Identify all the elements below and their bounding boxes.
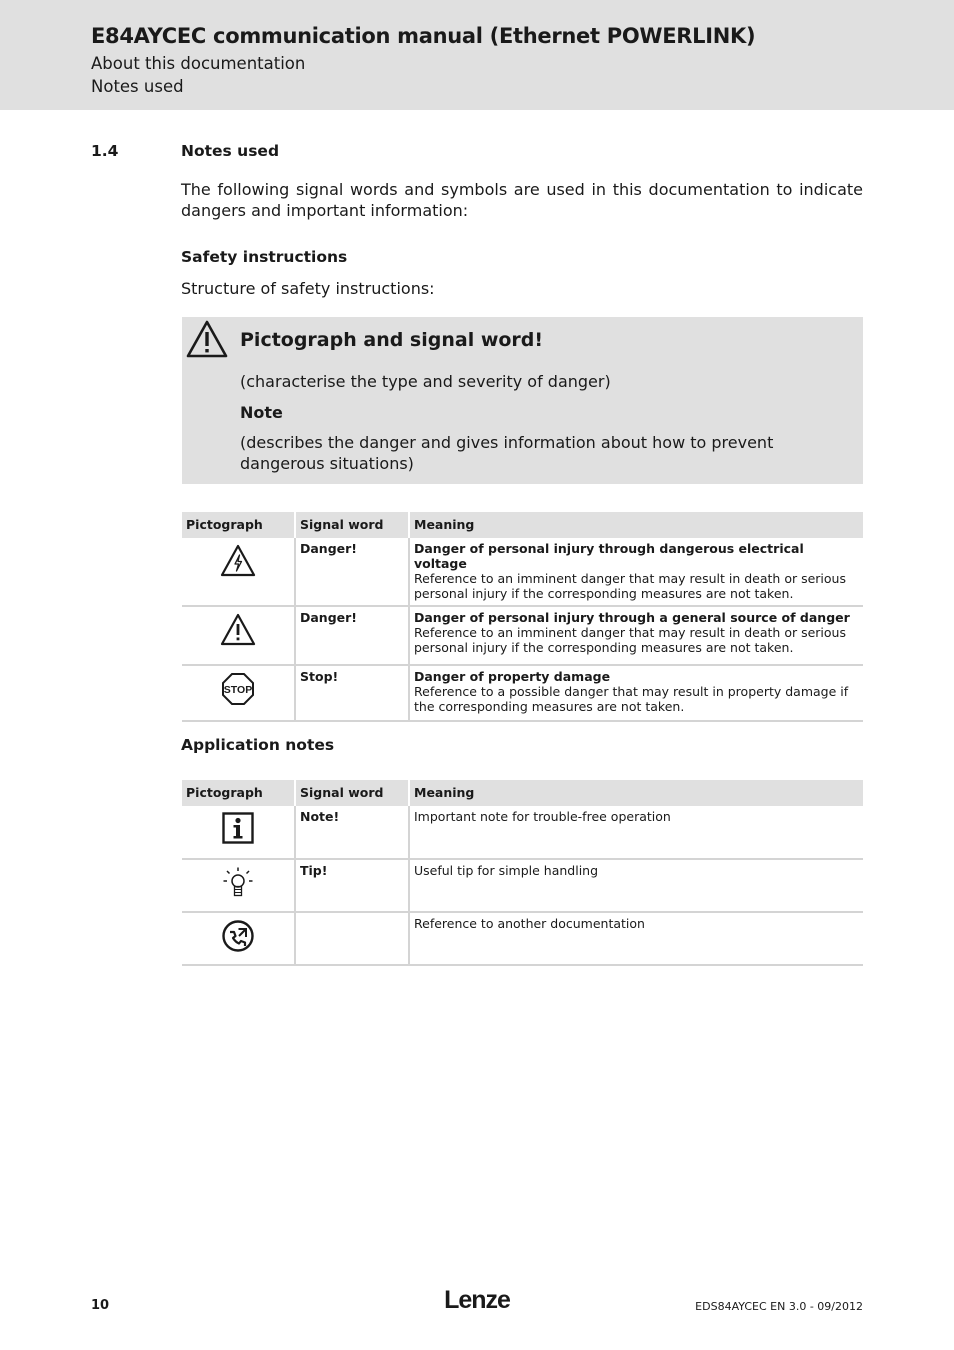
pictograph-cell [182, 859, 295, 912]
document-id: EDS84AYCEC EN 3.0 - 09/2012 [695, 1300, 863, 1313]
signal-word-cell [295, 912, 409, 965]
table-row [182, 806, 863, 859]
meaning-text: Reference to an imminent danger that may result in death or serious personal injury if the corresponding measures are not taken. [414, 625, 846, 655]
table-row [182, 538, 863, 606]
meaning-cell [409, 606, 863, 665]
signal-word: Danger! [300, 541, 358, 556]
info-icon [222, 812, 254, 844]
stop-icon-text: STOP [223, 684, 253, 696]
warning-triangle-icon [186, 320, 228, 358]
electrical-danger-icon [220, 544, 256, 577]
notice-title: Pictograph and signal word! [240, 329, 544, 351]
signal-word-cell [295, 606, 409, 665]
meaning-cell [409, 859, 863, 912]
meaning-cell [409, 806, 863, 859]
logo-text: Lenze [444, 1286, 510, 1314]
reference-icon [221, 919, 255, 953]
signal-word: Stop! [300, 669, 339, 684]
table-header-row [182, 512, 863, 538]
column-header: Meaning [409, 512, 863, 538]
safety-instructions-heading: Safety instructions [181, 248, 348, 266]
section-number: 1.4 [91, 142, 119, 160]
signal-word-cell [295, 806, 409, 859]
page-number: 10 [91, 1298, 110, 1313]
meaning-title: Danger of property damage [414, 669, 611, 684]
breadcrumb-chapter: About this documentation [91, 54, 306, 73]
table-row [182, 665, 863, 721]
notice-characterise: (characterise the type and severity of danger) [240, 372, 611, 391]
column-header: Meaning [409, 780, 863, 806]
safety-signal-table [182, 512, 863, 722]
document-title: E84AYCEC communication manual (Ethernet POWERLINK) [91, 24, 756, 48]
meaning-title: Danger of personal injury through dangerous electrical voltage [414, 541, 804, 571]
signal-word-cell [295, 859, 409, 912]
signal-word-cell [295, 665, 409, 721]
table-header-row [182, 780, 863, 806]
page-header [0, 0, 954, 110]
pictograph-cell [182, 806, 295, 859]
application-notes-table [182, 780, 863, 966]
column-header: Pictograph [182, 512, 295, 538]
table-row [182, 859, 863, 912]
pictograph-cell [182, 912, 295, 965]
table-row [182, 606, 863, 665]
meaning-cell [409, 665, 863, 721]
section-title: Notes used [181, 142, 280, 160]
signal-word-cell [295, 538, 409, 606]
table-row [182, 912, 863, 965]
meaning-text: Reference to an imminent danger that may result in death or serious personal injury if the corresponding measures are not taken. [414, 571, 846, 601]
structure-text: Structure of safety instructions: [181, 279, 435, 298]
lenze-logo [438, 1286, 516, 1314]
meaning-cell [409, 538, 863, 606]
notice-note-label: Note [240, 403, 283, 422]
pictograph-cell [182, 606, 295, 665]
meaning-text: Useful tip for simple handling [414, 863, 599, 878]
intro-paragraph: The following signal words and symbols are used in this documentation to indicate dangers and important information: [181, 180, 863, 220]
column-header: Signal word [295, 780, 409, 806]
pictograph-cell [182, 665, 295, 721]
signal-word: Note! [300, 809, 340, 824]
pictograph-cell [182, 538, 295, 606]
safety-notice-box [182, 317, 863, 484]
signal-word: Tip! [300, 863, 328, 878]
application-notes-heading: Application notes [181, 736, 335, 754]
general-danger-icon [220, 613, 256, 646]
column-header: Pictograph [182, 780, 295, 806]
meaning-text: Reference to another documentation [414, 916, 645, 931]
breadcrumb-section: Notes used [91, 77, 184, 96]
notice-description: (describes the danger and gives information about how to prevent dangerous situations) [240, 433, 774, 473]
stop-icon [221, 672, 255, 706]
column-header: Signal word [295, 512, 409, 538]
signal-word: Danger! [300, 610, 358, 625]
meaning-text: Reference to a possible danger that may result in property damage if the corresponding measures are not taken. [414, 684, 849, 714]
meaning-text: Important note for trouble-free operation [414, 809, 671, 824]
meaning-title: Danger of personal injury through a general source of danger [414, 610, 850, 625]
meaning-cell [409, 912, 863, 965]
lightbulb-icon [221, 866, 255, 900]
